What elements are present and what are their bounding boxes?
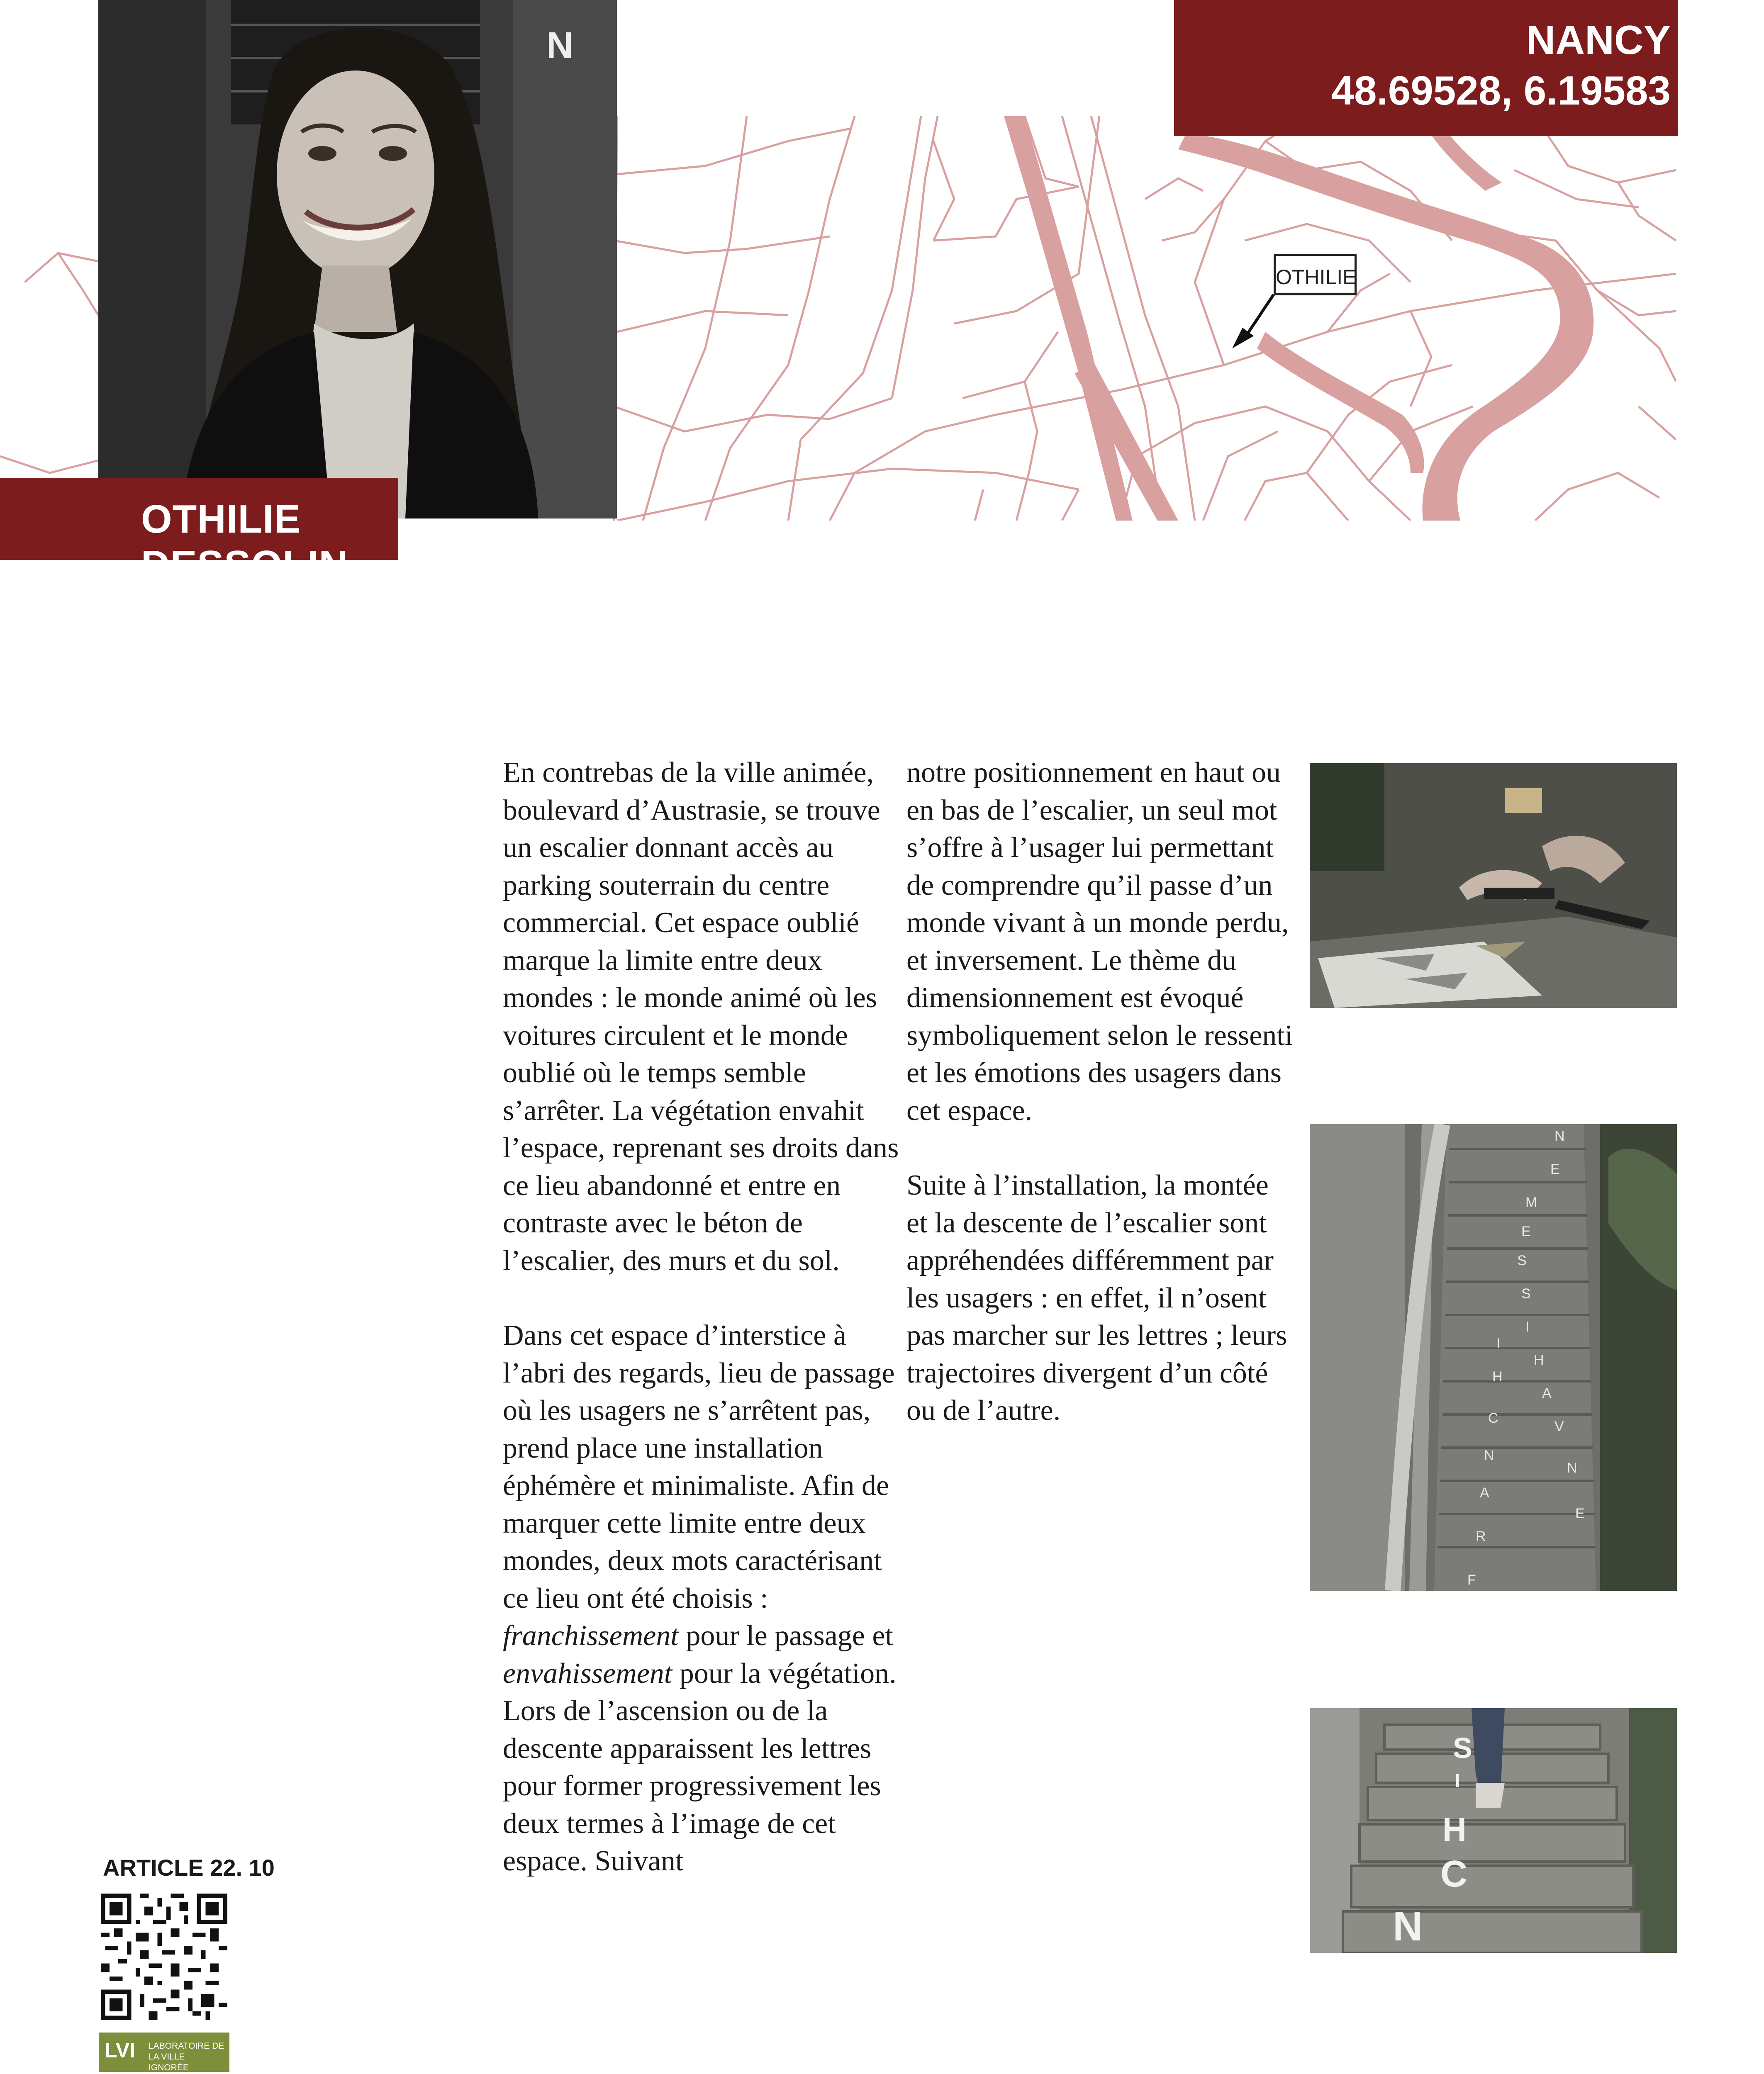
stair-letter: I bbox=[1496, 1336, 1501, 1351]
person-name: OTHILIE DESSOLIN bbox=[141, 497, 348, 587]
stair-letter: N bbox=[1484, 1448, 1494, 1463]
article-paragraph: Suite à l’installation, la montée et la descente de l’escalier sont appréhendées différemment par les usagers : en effet, il n’osent pas marcher sur les lettres ; leurs trajectoires divergent d’un côté ou de l’autre. bbox=[906, 1169, 1287, 1426]
stair-letter: A bbox=[1480, 1485, 1489, 1501]
article-emphasis: franchissement bbox=[503, 1620, 679, 1652]
map-marker-label bbox=[1274, 254, 1357, 295]
stair-letter: E bbox=[1575, 1506, 1585, 1521]
article-text: pour le passage et bbox=[678, 1620, 893, 1652]
stair-letter: V bbox=[1554, 1419, 1564, 1434]
portrait-photo bbox=[98, 0, 617, 518]
article-reference: ARTICLE 22. 10 bbox=[103, 1855, 275, 1881]
stairs-photo bbox=[1310, 1124, 1677, 1591]
map-marker-arrow-icon bbox=[1228, 290, 1282, 353]
step-letter: N bbox=[1393, 1903, 1423, 1950]
lvi-logo-mark: LVI bbox=[105, 2039, 136, 2062]
stair-letter: N bbox=[1554, 1128, 1565, 1144]
stair-letter: I bbox=[1525, 1319, 1530, 1335]
stair-letter: F bbox=[1467, 1572, 1476, 1588]
workshop-photo bbox=[1310, 763, 1677, 1008]
stair-letter: E bbox=[1521, 1224, 1531, 1239]
stair-letter: S bbox=[1517, 1253, 1527, 1268]
stair-letter: A bbox=[1542, 1385, 1552, 1401]
stairs-closeup-photo bbox=[1310, 1708, 1677, 1953]
stair-letter: H bbox=[1534, 1352, 1544, 1368]
lvi-logo-text: LABORATOIRE DE LA VILLE IGNORÉE bbox=[149, 2041, 224, 2072]
step-letter: C bbox=[1440, 1853, 1467, 1895]
step-letter: S bbox=[1453, 1732, 1472, 1764]
article-emphasis: envahissement bbox=[503, 1657, 672, 1689]
stair-letter: R bbox=[1476, 1529, 1486, 1544]
step-letter: H bbox=[1442, 1811, 1467, 1848]
article-paragraph: En contrebas de la ville animée, boulevard d’Austrasie, se trouve un escalier donnant accès au parking souterrain du centre commercial. Cet espace oublié marque la limite entre deux mondes : le monde animé où les voitures circulent et le monde oublié où le temps semble s’arrêter. La végétation envahit l’espace, reprenant ses droits dans ce lieu abandonné et entre en contraste avec le béton de l’escalier, des murs et du sol. bbox=[503, 757, 899, 1277]
article-paragraph bbox=[503, 1317, 909, 1880]
article-column-2 bbox=[906, 754, 1296, 1467]
stair-letter: C bbox=[1488, 1410, 1498, 1426]
article-paragraph: notre positionnement en haut ou en bas de l’escalier, un seul mot s’offre à l’usager lui permettant de comprendre qu’il passe d’un monde vivant à un monde perdu, et inversement. Le thème du dimensionnement est évoqué symboliquement selon le ressenti et les émotions des usagers dans cet espace. bbox=[906, 757, 1293, 1127]
stair-letter: M bbox=[1525, 1195, 1537, 1210]
portrait-sign-letter: N bbox=[546, 25, 573, 66]
article-column-1 bbox=[503, 754, 909, 1918]
location-banner bbox=[1174, 0, 1678, 136]
location-coordinates: 48.69528, 6.19583 bbox=[1331, 68, 1671, 113]
person-name-banner bbox=[0, 478, 398, 587]
stair-letter: N bbox=[1567, 1460, 1577, 1476]
location-city: NANCY bbox=[1526, 17, 1671, 63]
stair-letter: H bbox=[1492, 1369, 1503, 1385]
stair-letter: S bbox=[1521, 1286, 1531, 1302]
lvi-logo bbox=[99, 2033, 229, 2072]
map-marker-text: OTHILIE bbox=[1276, 265, 1357, 289]
qr-code-icon[interactable] bbox=[101, 1894, 227, 2020]
step-letter: I bbox=[1455, 1770, 1460, 1791]
article-text: Dans cet espace d’interstice à l’abri des regards, lieu de passage où les usagers ne s’arrêtent pas, prend place une installation éphémère et minimaliste. Afin de marquer cette limite entre deux mondes, deux mots caractérisant ce lieu ont été choisis : bbox=[503, 1319, 895, 1614]
article-text: pour la végétation. Lors de l’ascension ou de la descente apparaissent les lettres pour former progressivement les deux termes à l’image de cet espace. Suivant bbox=[503, 1657, 897, 1877]
stair-letter: E bbox=[1550, 1161, 1560, 1177]
